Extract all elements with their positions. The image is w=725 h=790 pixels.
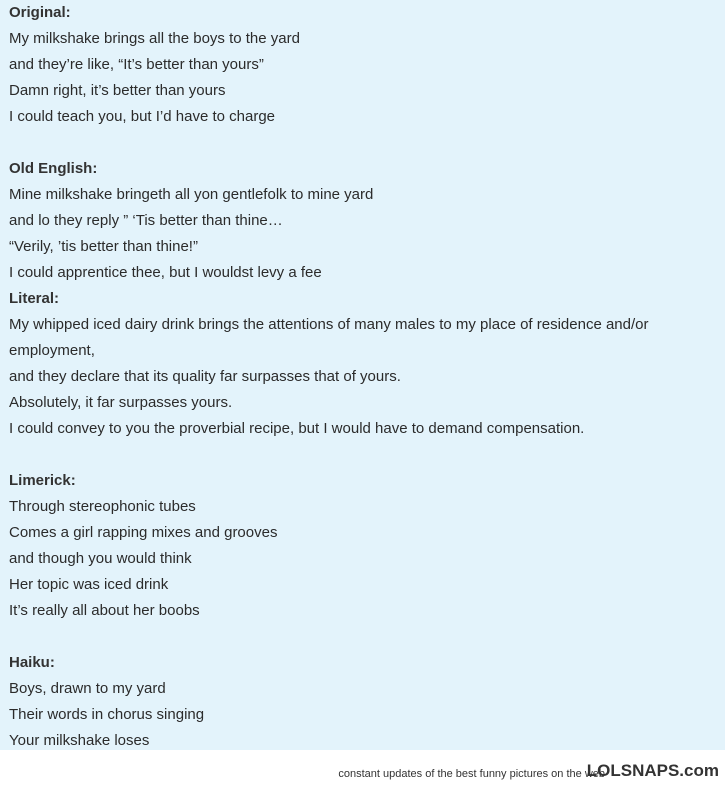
section-heading: Limerick:	[9, 472, 76, 489]
text-line: Absolutely, it far surpasses yours.	[9, 394, 233, 411]
text-line: It’s really all about her boobs	[9, 602, 200, 619]
footer-tagline: constant updates of the best funny pictures on the web	[338, 768, 605, 780]
text-line: Their words in chorus singing	[9, 706, 205, 723]
section-heading: Haiku:	[9, 654, 55, 671]
section-haiku	[9, 650, 725, 754]
text-line: Comes a girl rapping mixes and grooves	[9, 524, 278, 541]
footer	[0, 750, 725, 790]
text-line: “Verily, ’tis better than thine!”	[9, 238, 198, 255]
text-line: I could teach you, but I’d have to charge	[9, 108, 276, 125]
text-line: Her topic was iced drink	[9, 576, 169, 593]
spacer	[9, 130, 725, 156]
spacer	[9, 624, 725, 650]
text-line: and they declare that its quality far surpasses that of yours.	[9, 368, 401, 385]
text-line: Mine milkshake bringeth all yon gentlefolk to mine yard	[9, 186, 374, 203]
text-line: and lo they reply ” ‘Tis better than thine…	[9, 212, 283, 229]
section-limerick	[9, 468, 725, 624]
text-line: Boys, drawn to my yard	[9, 680, 166, 697]
text-line: employment,	[9, 342, 95, 359]
section-heading: Old English:	[9, 160, 98, 177]
section-heading: Literal:	[9, 290, 60, 307]
text-line: My milkshake brings all the boys to the yard	[9, 30, 300, 47]
text-line: Through stereophonic tubes	[9, 498, 196, 515]
text-line: Damn right, it’s better than yours	[9, 82, 226, 99]
text-line: I could convey to you the proverbial recipe, but I would have to demand compensation.	[9, 420, 585, 437]
section-literal	[9, 286, 725, 442]
text-line: My whipped iced dairy drink brings the attentions of many males to my place of residence and/or	[9, 316, 649, 333]
text-line: Your milkshake loses	[9, 732, 150, 749]
text-line: and they’re like, “It’s better than yours”	[9, 56, 264, 73]
text-line: I could apprentice thee, but I wouldst levy a fee	[9, 264, 322, 281]
spacer	[9, 442, 725, 468]
section-original	[9, 0, 725, 130]
section-heading: Original:	[9, 4, 71, 21]
site-logo[interactable]: LOLSNAPS.com	[586, 761, 719, 780]
text-line: and though you would think	[9, 550, 192, 567]
section-old-english	[9, 156, 725, 286]
